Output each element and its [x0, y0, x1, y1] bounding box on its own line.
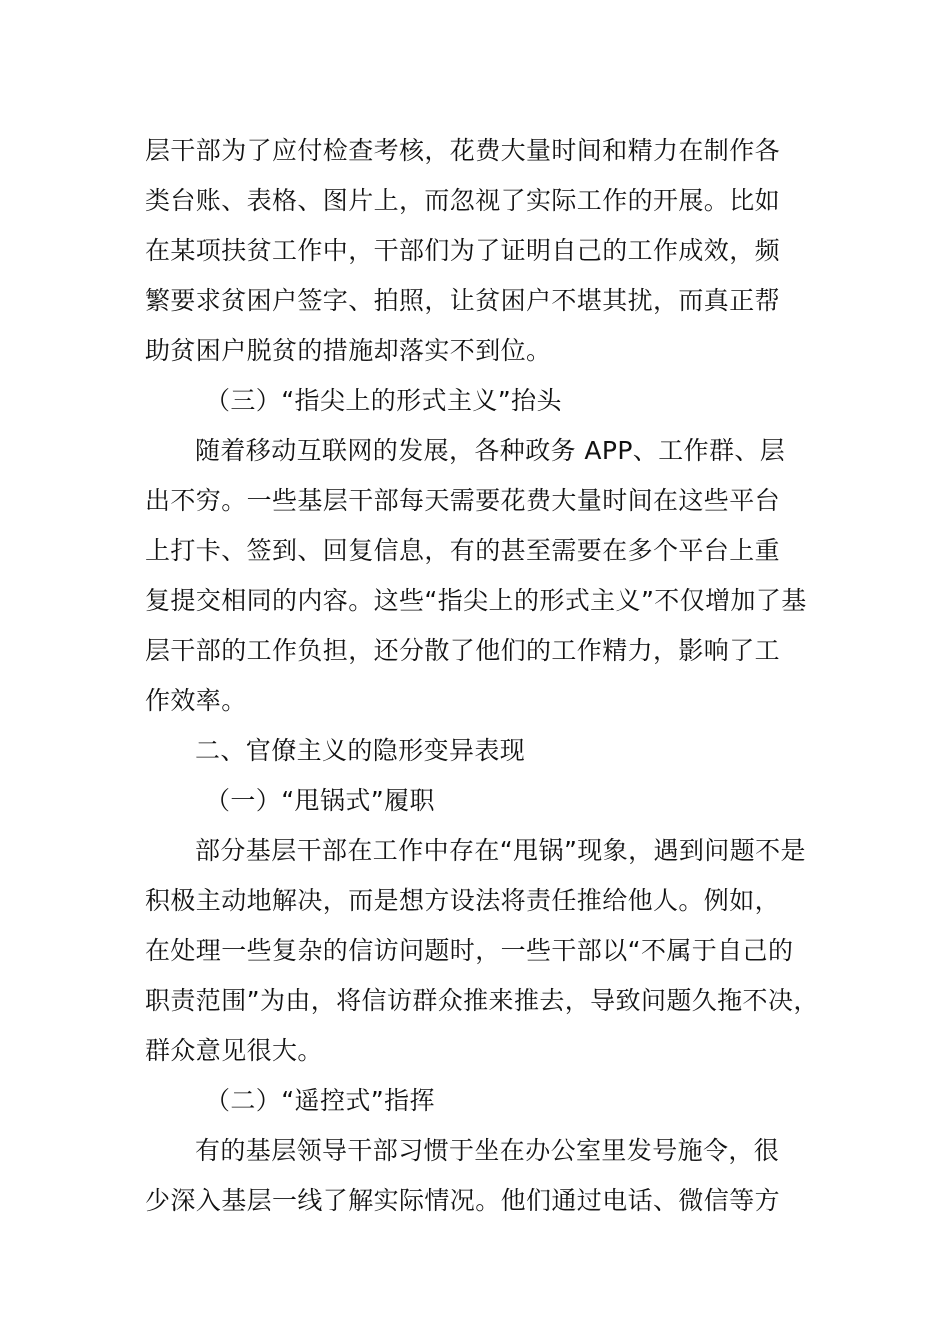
paragraph-line: 繁要求贫困户签字、拍照，让贫困户不堪其扰，而真正帮 — [145, 286, 781, 315]
paragraph-line: 积极主动地解决，而是想方设法将责任推给他人。例如， — [145, 886, 781, 915]
paragraph-line: 有的基层领导干部习惯于坐在办公室里发号施令，很 — [195, 1136, 780, 1165]
paragraph-line: 少深入基层一线了解实际情况。他们通过电话、微信等方 — [145, 1186, 781, 1215]
paragraph-line: 复提交相同的内容。这些“指尖上的形式主义”不仅增加了基 — [145, 586, 807, 615]
paragraph-line: 在处理一些复杂的信访问题时，一些干部以“不属于自己的 — [145, 936, 794, 965]
section-heading: （三）“指尖上的形式主义”抬头 — [205, 386, 562, 415]
section-heading: （二）“遥控式”指挥 — [205, 1086, 435, 1115]
paragraph-line: 职责范围”为由，将信访群众推来推去，导致问题久拖不决， — [145, 986, 819, 1015]
paragraph-line: 层干部为了应付检查考核，花费大量时间和精力在制作各 — [145, 136, 781, 165]
paragraph-line: 随着移动互联网的发展，各种政务 APP、工作群、层 — [195, 436, 786, 465]
paragraph-line: 类台账、表格、图片上，而忽视了实际工作的开展。比如 — [145, 186, 781, 215]
chapter-heading: 二、官僚主义的隐形变异表现 — [195, 736, 526, 765]
paragraph-line: 在某项扶贫工作中，干部们为了证明自己的工作成效，频 — [145, 236, 781, 265]
paragraph-line: 部分基层干部在工作中存在“甩锅”现象，遇到问题不是 — [195, 836, 806, 865]
section-heading: （一）“甩锅式”履职 — [205, 786, 435, 815]
paragraph-line: 上打卡、签到、回复信息，有的甚至需要在多个平台上重 — [145, 536, 781, 565]
paragraph-line: 助贫困户脱贫的措施却落实不到位。 — [145, 336, 552, 365]
paragraph-line: 层干部的工作负担，还分散了他们的工作精力，影响了工 — [145, 636, 781, 665]
paragraph-line: 群众意见很大。 — [145, 1036, 323, 1065]
paragraph-line: 作效率。 — [145, 686, 247, 715]
paragraph-line: 出不穷。一些基层干部每天需要花费大量时间在这些平台 — [145, 486, 781, 515]
